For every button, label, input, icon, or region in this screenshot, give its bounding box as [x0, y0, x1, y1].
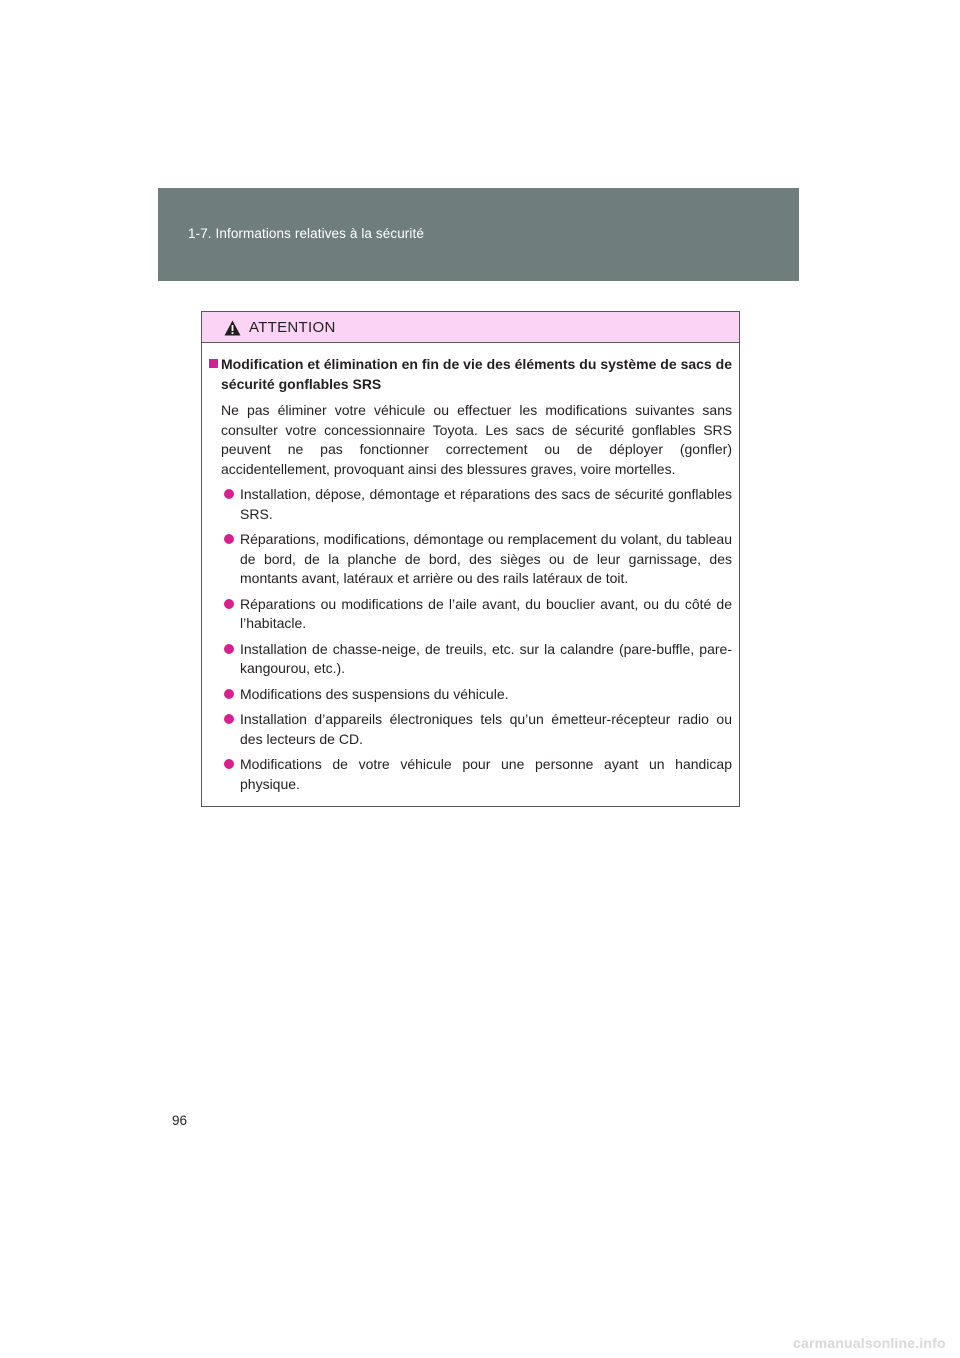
list-item-text: Réparations ou modifications de l’aile avant, du bouclier avant, ou du côté de l’habitacle. [240, 595, 732, 631]
circle-bullet-icon [224, 644, 234, 654]
circle-bullet-icon [224, 689, 234, 699]
warning-body [202, 343, 739, 794]
list-item-text: Installation d’appareils électroniques tels qu’un émetteur-récepteur radio ou des lecteurs de CD. [240, 711, 732, 747]
circle-bullet-icon [224, 489, 234, 499]
warning-topic [209, 355, 732, 394]
circle-bullet-icon [224, 759, 234, 769]
list-item [209, 530, 732, 589]
list-item-text: Réparations, modifications, démontage ou remplacement du volant, du tableau de bord, de la planche de bord, des sièges ou de leur garnissage, des montants avant, latéraux et arrière ou des rails latéraux de toit. [240, 531, 732, 586]
warning-triangle-icon [224, 320, 241, 336]
warning-title: ATTENTION [249, 318, 336, 336]
list-item [209, 485, 732, 524]
list-item [209, 595, 732, 634]
warning-header [202, 312, 739, 343]
circle-bullet-icon [224, 599, 234, 609]
watermark: carmanualsonline.info [793, 1335, 946, 1351]
list-item [209, 640, 732, 679]
list-item-text: Installation de chasse-neige, de treuils, etc. sur la calandre (pare-buffle, pare-kangourou, etc.). [240, 640, 732, 676]
square-bullet-icon [209, 359, 218, 368]
warning-intro: Ne pas éliminer votre véhicule ou effectuer les modifications suivantes sans consulter votre concessionnaire Toyota. Les sacs de sécurité gonflables SRS peuvent ne pas fonctionner correctement ou de déployer (gonfler) accidentellement, provoquant ainsi des blessures graves, voire mortelles. [221, 402, 732, 477]
list-item-text: Modifications des suspensions du véhicule. [240, 685, 509, 702]
warning-item-list [209, 485, 732, 794]
warning-box [201, 311, 740, 807]
list-item [209, 685, 732, 705]
circle-bullet-icon [224, 534, 234, 544]
topic-title: Modification et élimination en fin de vie des éléments du système de sacs de sécurité gonflables SRS [221, 356, 732, 392]
section-header-band [158, 188, 799, 281]
section-title: 1-7. Informations relatives à la sécurité [188, 226, 424, 241]
list-item [209, 710, 732, 749]
list-item-text: Installation, dépose, démontage et réparations des sacs de sécurité gonflables SRS. [240, 486, 732, 522]
circle-bullet-icon [224, 714, 234, 724]
list-item [209, 755, 732, 794]
list-item-text: Modifications de votre véhicule pour une personne ayant un handicap physique. [240, 756, 732, 792]
page-number: 96 [172, 1113, 188, 1128]
